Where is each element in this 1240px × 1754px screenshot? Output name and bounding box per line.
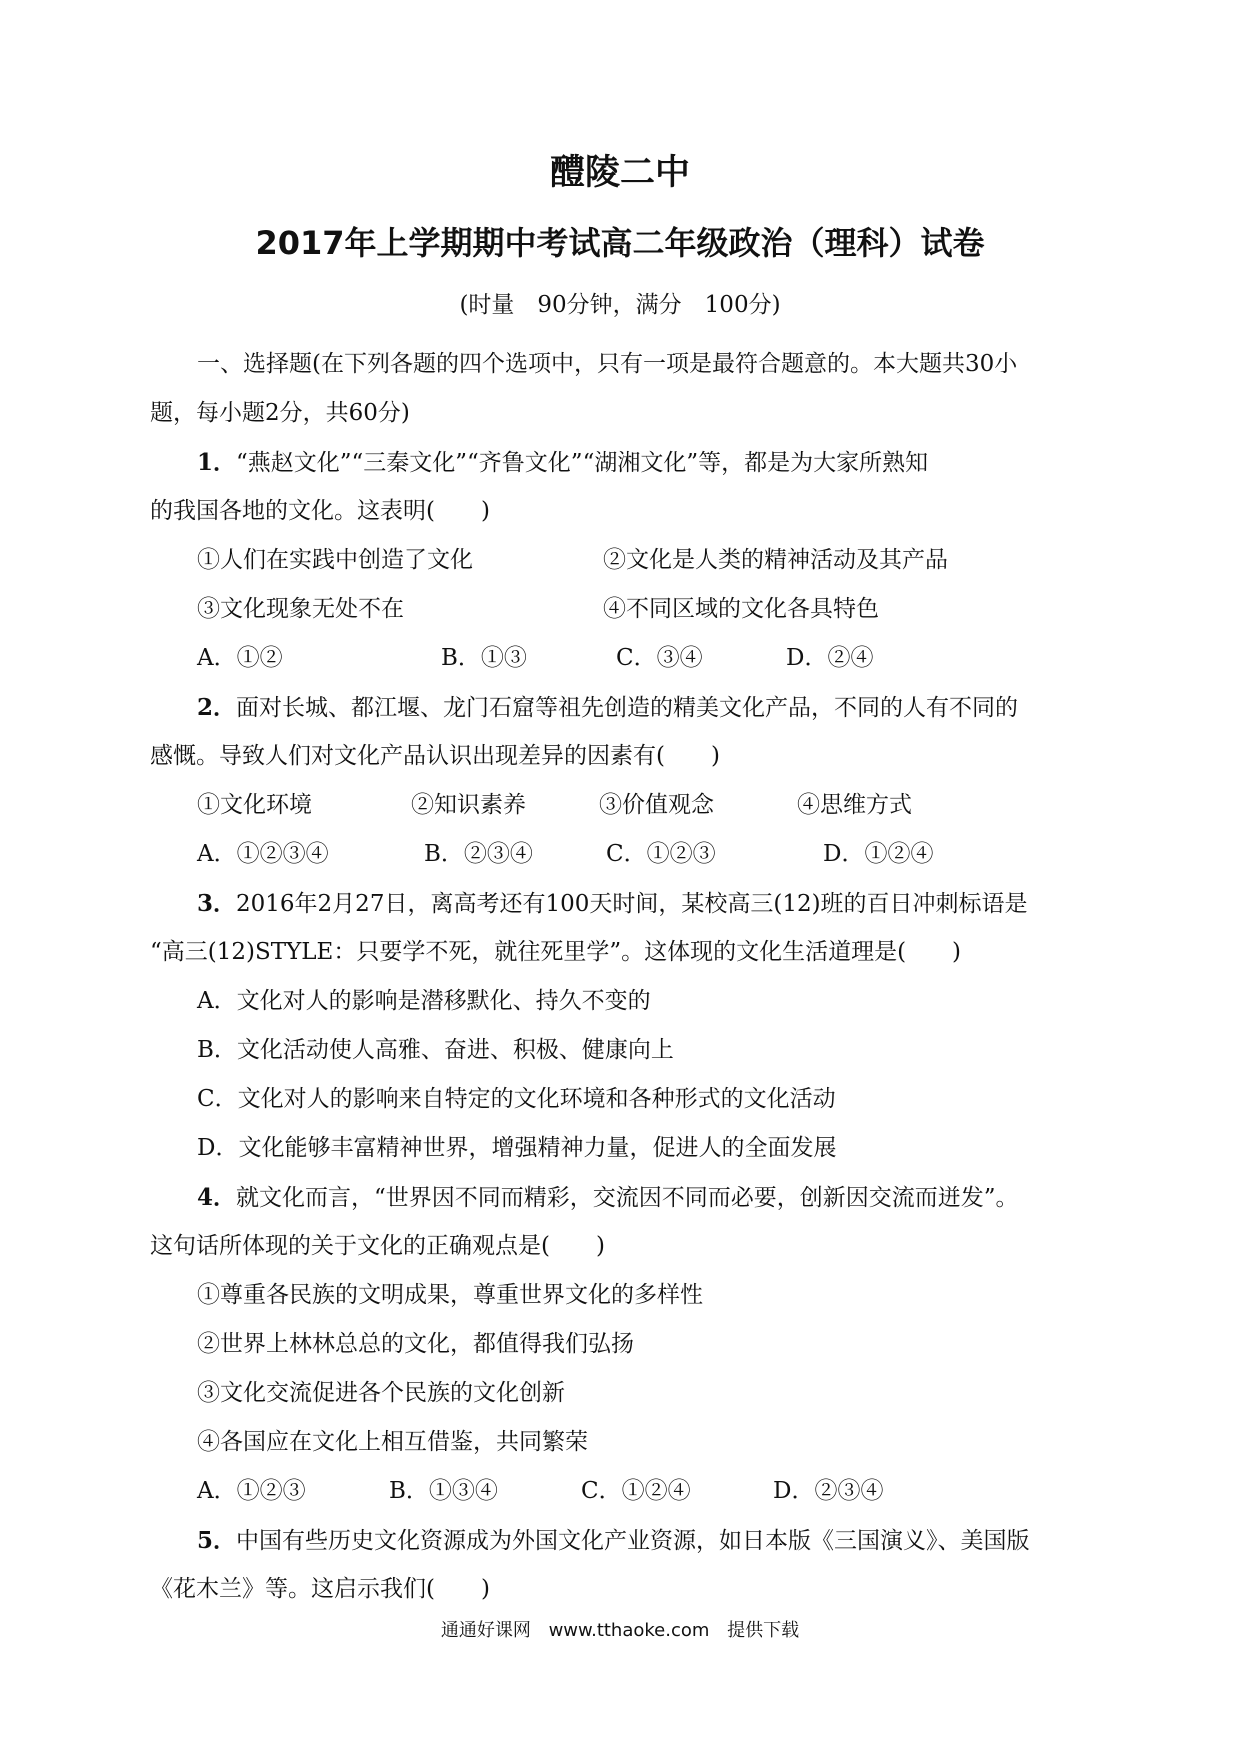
question-1-number: 1． [197, 449, 237, 476]
answer-option: B．①③④ [389, 1478, 498, 1504]
page-footer [0, 1616, 1240, 1642]
question-1-items-row-1 [150, 536, 1100, 585]
answer-option: D．②③④ [773, 1478, 884, 1504]
footer-url[interactable]: www.tthaoke.com [548, 1620, 710, 1641]
question-1-items-row-2 [150, 585, 1100, 634]
section-description-cont: 题，每小题2分，共60分) [150, 400, 410, 426]
question-2-stem-cont: 感慨。导致人们对文化产品认识出现差异的因素有( ) [150, 743, 720, 769]
answer-option: C．文化对人的影响来自特定的文化环境和各种形式的文化活动 [197, 1086, 836, 1112]
statement-item: ②文化是人类的精神活动及其产品 [603, 547, 948, 573]
section-heading-line [150, 340, 1100, 389]
statement-item: ③价值观念 [599, 792, 714, 818]
question-5-number: 5． [197, 1527, 237, 1554]
question-1-stem [150, 438, 1100, 487]
answer-option: B．②③④ [424, 841, 533, 867]
question-4-stem [150, 1173, 1100, 1222]
answer-option: C．①②③ [606, 841, 716, 867]
question-4-text: 就文化而言，“世界因不同而精彩，交流因不同而必要，创新因交流而迸发”。 [236, 1185, 1019, 1211]
statement-item: ②世界上林林总总的文化，都值得我们弘扬 [197, 1331, 634, 1357]
question-4-stem-cont: 这句话所体现的关于文化的正确观点是( ) [150, 1233, 605, 1259]
statement-item: ①文化环境 [197, 792, 312, 818]
statement-item: ①尊重各民族的文明成果，尊重世界文化的多样性 [197, 1282, 703, 1308]
answer-option: A．①②③ [197, 1478, 306, 1504]
question-3-stem [150, 879, 1100, 928]
section-heading: 一、选择题 [197, 351, 312, 377]
question-5-stem [150, 1516, 1100, 1565]
statement-item: ①人们在实践中创造了文化 [197, 547, 473, 573]
question-4-number: 4． [197, 1184, 237, 1211]
question-1-options [150, 634, 1100, 683]
statement-item: ④思维方式 [797, 792, 912, 818]
question-5-stem-cont: 《花木兰》等。这启示我们( ) [150, 1576, 490, 1602]
statement-item: ②知识素养 [411, 792, 526, 818]
school-name: 醴陵二中 [549, 153, 690, 193]
question-3-stem-cont: “高三(12)STYLE：只要学不死，就往死里学”。这体现的文化生活道理是( ) [150, 939, 962, 965]
question-2-stem [150, 683, 1100, 732]
answer-option: C．③④ [616, 645, 703, 671]
question-5-text: 中国有些历史文化资源成为外国文化产业资源，如日本版《三国演义》、美国版 [236, 1528, 1030, 1554]
answer-option: D．②④ [786, 645, 874, 671]
question-2-number: 2． [197, 694, 237, 721]
answer-option: B．①③ [441, 645, 527, 671]
answer-option: B．文化活动使人高雅、奋进、积极、健康向上 [197, 1037, 674, 1063]
footer-note: 提供下载 [727, 1620, 800, 1641]
exam-body [150, 340, 1100, 1614]
statement-item: ④不同区域的文化各具特色 [603, 596, 879, 622]
answer-option: C．①②④ [581, 1478, 691, 1504]
answer-option: A．①② [197, 645, 283, 671]
statement-item: ③文化现象无处不在 [197, 596, 404, 622]
footer-site-name: 通通好课网 [440, 1620, 531, 1641]
answer-option: A．文化对人的影响是潜移默化、持久不变的 [197, 988, 651, 1014]
exam-meta: (时量 90分钟，满分 100分) [459, 292, 781, 318]
answer-option: D．文化能够丰富精神世界，增强精神力量，促进人的全面发展 [197, 1135, 837, 1161]
question-1-text: “燕赵文化”“三秦文化”“齐鲁文化”“湖湘文化”等，都是为大家所熟知 [236, 450, 929, 476]
exam-title: 2017年上学期期中考试高二年级政治（理科）试卷 [255, 224, 985, 262]
question-1-stem-cont: 的我国各地的文化。这表明( ) [150, 498, 490, 524]
section-description: (在下列各题的四个选项中，只有一项是最符合题意的。本大题共30小 [312, 351, 1018, 377]
question-3-number: 3． [197, 890, 237, 917]
question-2-items [150, 781, 1100, 830]
answer-option: D．①②④ [823, 841, 934, 867]
statement-item: ④各国应在文化上相互借鉴，共同繁荣 [197, 1429, 588, 1455]
question-2-options [150, 830, 1100, 879]
question-4-options [150, 1467, 1100, 1516]
statement-item: ③文化交流促进各个民族的文化创新 [197, 1380, 565, 1406]
question-3-text: 2016年2月27日，离高考还有100天时间，某校高三(12)班的百日冲刺标语是 [236, 891, 1028, 917]
question-2-text: 面对长城、都江堰、龙门石窟等祖先创造的精美文化产品，不同的人有不同的 [236, 695, 1019, 721]
answer-option: A．①②③④ [197, 841, 329, 867]
